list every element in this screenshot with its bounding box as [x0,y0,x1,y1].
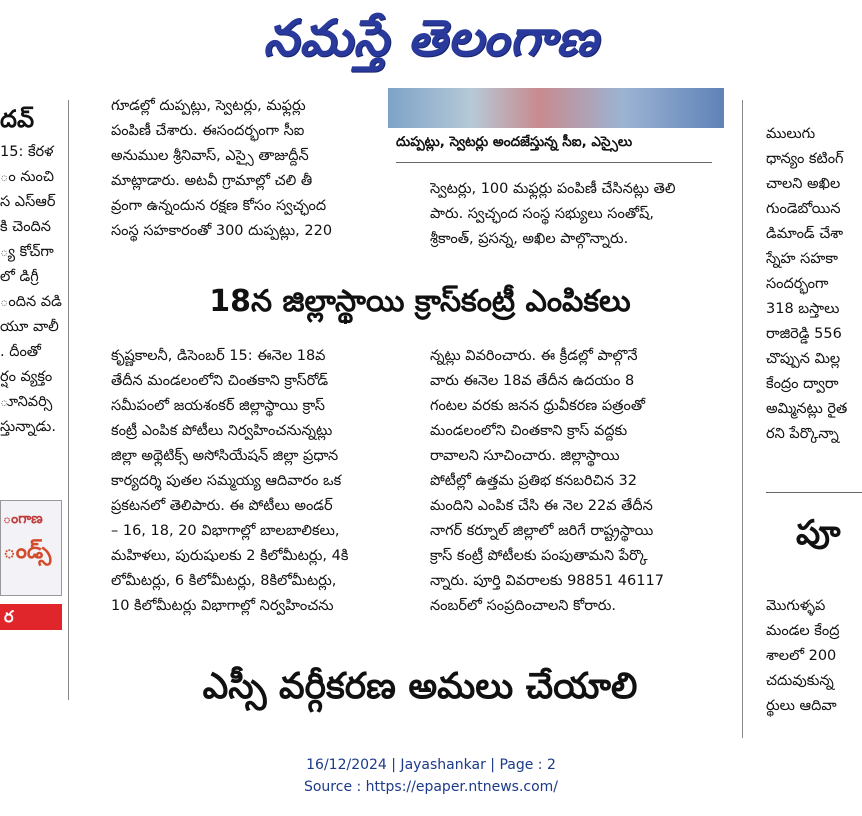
text-line: ూనివర్సి [0,394,53,410]
text-line: మండల కేంద్ర [766,623,840,639]
footer-date-page: 16/12/2024 | Jayashankar | Page : 2 [306,757,556,773]
text-line: పంపిణీ చేశారు. ఈసందర్భంగా సీఐ [111,123,305,139]
ad-red-bar: ర [0,604,62,630]
ad-box [0,500,62,596]
text-line: చొప్పున మిల్ల [766,351,841,367]
text-line: మొగుళ్ళప [766,598,826,614]
text-line: స ఎస్ఆర్ [0,194,56,210]
text-line: స్నేహ సహకా [766,251,838,267]
text-line: చాలని అఖిల [766,176,841,192]
story1-column1 [111,94,403,252]
text-line: లోమీటర్లు, 6 కిలోమీటర్లు, 8కిలోమీటర్లు, [111,573,337,589]
ad-brand-top: ంగాణ [3,511,43,527]
text-line: న్నట్లు వివరించారు. ఈ క్రీడల్లో పాల్గొనే [430,348,638,364]
text-line: తేదీన మండలంలోని చింతకాని క్రాస్‌రోడ్ [111,373,329,389]
text-line: రని పేర్కొన్నా [766,426,839,442]
text-line: 318 బస్తాలు [766,301,840,317]
text-line: ర్షం వ్యక్తం [0,369,53,385]
text-line: – 16, 18, 20 విభాగాల్లో బాలబాలికలు, [111,523,340,539]
newspaper-page [0,88,862,738]
text-line: సమీపంలో జయశంకర్ జిల్లాస్థాయి క్రాస్ [111,398,325,414]
text-line: పోటీల్లో ఉత్తమ ప్రతిభ కనబరిచిన 32 [430,473,637,489]
text-line: ం నుంచి [0,169,54,185]
text-line: లో డిగ్రీ [0,269,39,285]
newspaper-title: నమస్తే తెలంగాణ [263,9,599,67]
text-line: జిల్లా అథ్లెటిక్స్ అసోసియేషన్ జిల్లా ప్రధాన [111,448,339,464]
caption-rule [396,162,712,163]
text-line: స్వెటర్లు, 100 మఫ్లర్లు పంపిణీ చేసినట్లు తెలి [430,181,676,197]
photo-caption: దుప్పట్లు, స్వెటర్లు అందజేస్తున్న సీఐ, ఎస్సైలు [396,134,633,150]
text-line: డిమాండ్ చేశా [766,226,844,242]
text-line: రాజిరెడ్డి 556 [766,326,842,342]
text-line: యూ వాలీ [0,319,59,335]
text-line: కి చెందిన [0,219,51,235]
text-line: వారు ఈనెల 18వ తేదీన ఉదయం 8 [430,373,635,389]
text-line: అనుముల శ్రీనివాస్, ఎస్సై తాజుద్దీన్ [111,148,309,164]
news-photo [388,88,724,128]
text-line: 15: కేరళ [0,144,54,160]
text-line: ర్థులు ఆదివా [766,698,837,714]
text-line: కార్యదర్శి పుతల సమ్మయ్య ఆదివారం ఒక [111,473,342,489]
masthead [0,0,862,82]
left-column [0,102,66,482]
text-line: గంటల వరకు జనన ధ్రువీకరణ పత్రంతో [430,398,645,414]
right-column-top [766,122,862,450]
text-line: పారు. స్వచ్ఛంద సంస్థ సభ్యులు సంతోష్, [430,206,654,222]
text-line: కేంద్రం ద్వారా [766,376,839,392]
text-line: స్తున్నాడు. [0,419,56,435]
text-line: గుండెబోయిన [766,201,841,217]
text-line: ్య కోచ్‌గా [0,244,54,260]
text-line: వ్రంగా ఉన్నందున రక్షణ కోసం స్వచ్ఛంద [111,198,327,214]
text-line: అమ్మినట్లు రైత [766,401,848,417]
column-rule-right [742,100,743,738]
text-line: మందిని ఎంపిక చేసి ఈ నెల 22వ తేదీన [430,498,653,514]
text-line: కంట్రీ ఎంపిక పోటీలు నిర్వహించనున్నట్లు [111,423,333,439]
story3-headline: ఎస్సీ వర్గీకరణ అమలు చేయాలి [202,666,638,707]
right-column-heading: పూ [796,513,841,553]
ad-brand-main: ండ్స్ [3,539,52,564]
text-line: రావాలని సూచించారు. జిల్లాస్థాయి [430,448,620,464]
text-line: ములుగు [766,126,816,142]
column-rule-left [68,100,69,700]
story2-column2 [430,344,730,622]
text-line: . దీంతో [0,344,41,360]
text-line: నాగర్ కర్నూల్ జిల్లాలో జరిగే రాష్ట్రస్థాయి [430,523,654,539]
text-line: న్నారు. పూర్తి వివరాలకు 98851 46117 [430,573,664,589]
text-line: 10 కిలోమీటర్లు విభాగాల్లో నిర్వహించను [111,598,334,614]
text-line: మాట్లాడారు. అటవీ గ్రామాల్లో చలి తీ [111,173,313,189]
text-line: క్రాస్ కంట్రీ పోటీలకు పంపుతామని పేర్కొ [430,548,648,564]
text-line: కృష్ణకాలనీ, డిసెంబర్ 15: ఈనెల 18వ [111,348,326,364]
text-line: శ్రీకాంత్, ప్రసన్న, అఖిల పాల్గొన్నారు. [430,231,629,247]
text-line: శాలలో 200 [766,648,837,664]
text-line: ప్రకటనలో తెలిపారు. ఈ పోటీలు అండర్ [111,498,333,514]
left-column-heading: దవ్ [0,105,35,133]
right-column-rule [766,492,862,493]
story2-column1 [111,344,409,622]
text-line: సందర్భంగా [766,276,829,292]
text-line: మండలంలోని చింతకాని క్రాస్ వద్దకు [430,423,628,439]
text-line: మహిళలు, పురుషులకు 2 కిలోమీటర్లు, 4కి [111,548,349,564]
text-line: ందిన వడి [0,294,62,310]
text-line: చదువుకున్న [766,673,834,689]
page-footer [0,754,862,798]
text-line: ధాన్యం కటింగ్ [766,151,844,167]
right-column-bottom [766,594,862,724]
text-line: సంస్థ సహకారంతో 300 దుప్పట్లు, 220 [111,223,333,239]
text-line: నంబర్‌లో సంప్రదించాలని కోరారు. [430,598,617,614]
text-line: గూడల్లో దుప్పట్లు, స్వెటర్లు, మఫ్లర్లు [111,98,306,114]
story1-column2 [430,177,730,257]
footer-source: Source : https://epaper.ntnews.com/ [303,779,559,795]
story2-headline: 18న జిల్లాస్థాయి క్రాస్‌కంట్రీ ఎంపికలు [209,284,631,319]
left-advertisement [0,500,62,700]
